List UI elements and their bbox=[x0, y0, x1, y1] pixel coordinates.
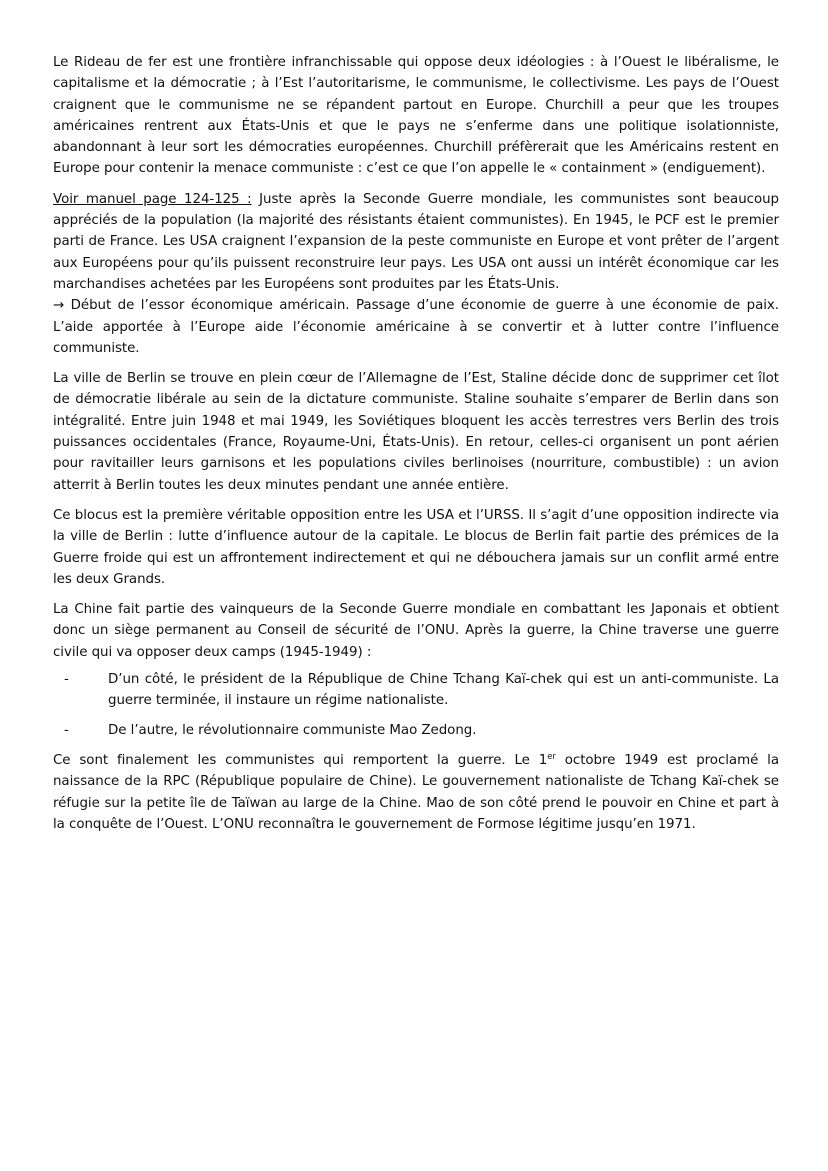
paragraph-prc-text-end: octobre 1949 est proclamé la naissance de la RPC (République populaire de Chine). Le gouvernement nationaliste de Tchang Kaï-chek se réfugie sur la petite île de Taïwan au large de la Chine. Mao de son côté prend le pouvoir en Chine et part à la conquête de l’Ouest. L’ONU reconnaîtra le gouvernement de Formose légitime jusqu’en 1971. bbox=[53, 752, 779, 832]
paragraph-marshall-plan-text: Juste après la Seconde Guerre mondiale, les communistes sont beaucoup appréciés de la population (la majorité des résistants étaient communistes). En 1945, le PCF est le premier parti de France. Les USA craignent l’expansion de la peste communiste en Europe et vont prêter de l’argent aux Européens pour qu’ils puissent reconstruire leur pays. Les USA ont aussi un intérêt économique car les marchandises achetées par les Européens sont produites par les États-Unis. bbox=[53, 191, 779, 292]
list-item bbox=[53, 669, 779, 712]
bullet-dash: - bbox=[64, 722, 69, 738]
paragraph-marshall-plan bbox=[53, 189, 779, 295]
list-item-text: De l’autre, le révolutionnaire communiste Mao Zedong. bbox=[108, 722, 477, 738]
paragraph-berlin-blockade: La ville de Berlin se trouve en plein cœur de l’Allemagne de l’Est, Staline décide donc de supprimer cet îlot de démocratie libérale au sein de la dictature communiste. Staline souhaite s’emparer de Berlin dans son intégralité. Entre juin 1948 et mai 1949, les Soviétiques bloquent les accès terrestres vers Berlin des trois puissances occidentales (France, Royaume-Uni, États-Unis). En retour, celles-ci organisent un pont aérien pour ravitailler leurs garnisons et les populations civiles berlinoises (nourriture, combustible) : un avion atterrit à Berlin toutes les deux minutes pendant une année entière. bbox=[53, 371, 779, 493]
paragraph-economic-boom: → Début de l’essor économique américain. Passage d’une économie de guerre à une économie de paix. L’aide apportée à l’Europe aide l’économie américaine à se convertir et à lutter contre l’influence communiste. bbox=[53, 298, 779, 356]
document-page bbox=[53, 52, 779, 844]
textbook-reference: Voir manuel page 124-125 : bbox=[53, 191, 252, 207]
ordinal-superscript: er bbox=[547, 751, 556, 762]
camps-list bbox=[53, 669, 779, 741]
paragraph-prc-founding bbox=[53, 750, 779, 835]
paragraph-cold-war-start: Ce blocus est la première véritable opposition entre les USA et l’URSS. Il s’agit d’une opposition indirecte via la ville de Berlin : lutte d’influence autour de la capitale. Le blocus de Berlin fait partie des prémices de la Guerre froide qui est un affrontement indirectement et qui ne débouchera jamais sur un conflit armé entre les deux Grands. bbox=[53, 507, 779, 587]
list-item bbox=[53, 720, 779, 741]
bullet-dash: - bbox=[64, 672, 69, 688]
paragraph-prc-text-start: Ce sont finalement les communistes qui remportent la guerre. Le 1 bbox=[53, 752, 548, 768]
list-item-text: D’un côté, le président de la République de Chine Tchang Kaï-chek qui est un anti-communiste. La guerre terminée, il instaure un régime nationaliste. bbox=[108, 672, 779, 709]
paragraph-china-civil-war: La Chine fait partie des vainqueurs de la Seconde Guerre mondiale en combattant les Japonais et obtient donc un siège permanent au Conseil de sécurité de l’ONU. Après la guerre, la Chine traverse une guerre civile qui va opposer deux camps (1945-1949) : bbox=[53, 602, 779, 660]
paragraph-iron-curtain: Le Rideau de fer est une frontière infranchissable qui oppose deux idéologies : à l’Ouest le libéralisme, le capitalisme et la démocratie ; à l’Est l’autoritarisme, le communisme, le collectivisme. Les pays de l’Ouest craignent que le communisme ne se répandent partout en Europe. Churchill a peur que les troupes américaines rentrent aux États-Unis et que le pays ne s’enferme dans une politique isolationniste, abandonnant à leur sort les démocraties européennes. Churchill préfèrerait que les Américains restent en Europe pour contenir la menace communiste : c’est ce que l’on appelle le « containment » (endiguement). bbox=[53, 55, 779, 177]
